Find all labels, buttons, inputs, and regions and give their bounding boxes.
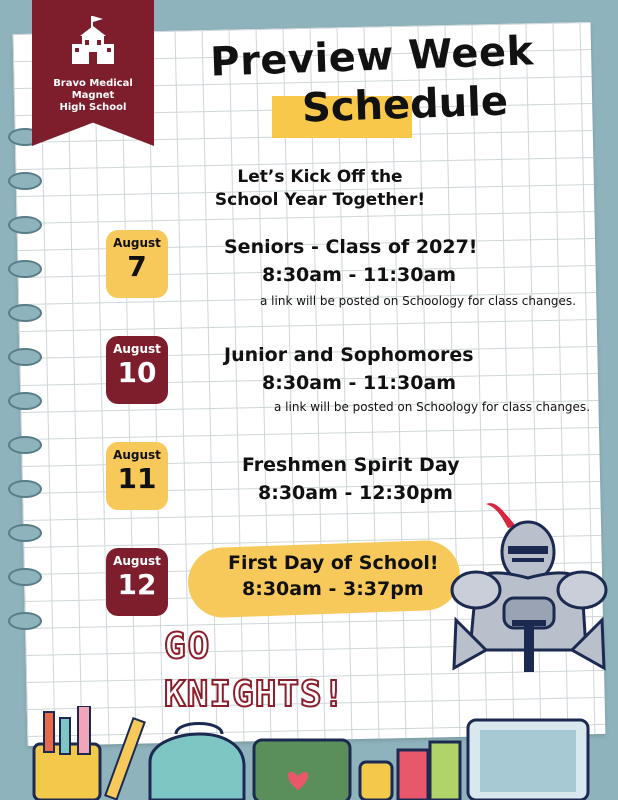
knight-mascot-icon	[446, 500, 612, 676]
date-badge	[106, 230, 168, 298]
slogan-knights: KNIGHTS!	[164, 674, 346, 715]
school-name	[32, 78, 154, 114]
spiral-ring	[8, 524, 42, 542]
spiral-ring	[8, 216, 42, 234]
slogan-go: GO	[164, 626, 212, 667]
page-title-line2: Schedule	[301, 78, 509, 132]
date-month: August	[113, 448, 161, 462]
school-name-line1: Bravo Medical Magnet	[53, 78, 133, 101]
school-building-icon	[70, 14, 116, 66]
event-time: 8:30am - 3:37pm	[242, 578, 424, 600]
spiral-ring	[8, 172, 42, 190]
date-month: August	[113, 342, 161, 356]
spiral-ring	[8, 480, 42, 498]
date-day: 7	[127, 250, 147, 283]
event-time: 8:30am - 12:30pm	[258, 482, 453, 504]
event-time: 8:30am - 11:30am	[262, 264, 457, 286]
spiral-ring	[8, 568, 42, 586]
date-badge	[106, 336, 168, 404]
date-day: 11	[117, 462, 157, 495]
event-title: First Day of School!	[228, 552, 439, 574]
subtitle	[170, 166, 470, 212]
event-title: Junior and Sophomores	[224, 344, 474, 366]
date-day: 10	[117, 356, 157, 389]
date-day: 12	[117, 568, 157, 601]
school-name-line2: High School	[59, 102, 127, 113]
date-month: August	[113, 554, 161, 568]
date-month: August	[113, 236, 161, 250]
event-note: a link will be posted on Schoology for class changes.	[260, 294, 577, 308]
event-time: 8:30am - 11:30am	[262, 372, 457, 394]
event-title: Seniors - Class of 2027!	[224, 236, 478, 258]
date-badge	[106, 548, 168, 616]
spiral-ring	[8, 348, 42, 366]
subtitle-line2: School Year Together!	[214, 190, 426, 210]
spiral-ring	[8, 304, 42, 322]
spiral-ring	[8, 260, 42, 278]
spiral-ring	[8, 436, 42, 454]
page-title-line1: Preview Week	[209, 28, 535, 86]
date-badge	[106, 442, 168, 510]
event-title: Freshmen Spirit Day	[242, 454, 460, 476]
spiral-ring	[8, 392, 42, 410]
spiral-ring	[8, 612, 42, 630]
school-supplies-illustration	[0, 706, 618, 800]
event-note: a link will be posted on Schoology for class changes.	[274, 400, 591, 414]
subtitle-line1: Let’s Kick Off the	[237, 167, 403, 187]
